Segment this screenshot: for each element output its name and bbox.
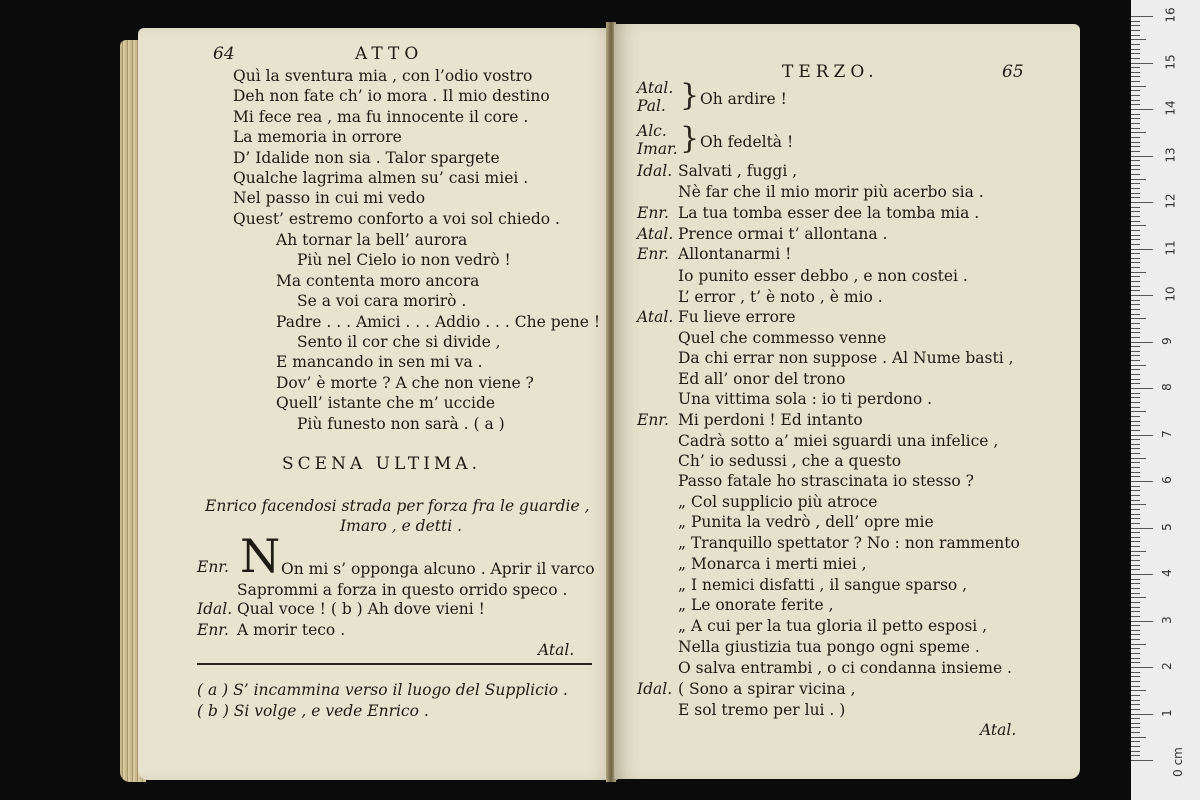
ruler-tick — [1131, 44, 1140, 45]
ruler-tick — [1131, 593, 1140, 594]
ruler-tick — [1131, 137, 1140, 138]
ruler-tick — [1131, 355, 1140, 356]
ruler-tick — [1131, 300, 1140, 301]
ruler-tick — [1131, 700, 1140, 701]
ruler-tick — [1131, 597, 1146, 598]
footnote: ( b ) Si volge , e vede Enrico . — [197, 702, 429, 720]
speaker-label: Imar. — [637, 140, 678, 158]
aria-line: Sento il cor che si divide , — [297, 333, 501, 351]
ruler-tick — [1131, 634, 1140, 635]
ruler-tick — [1131, 718, 1140, 719]
ruler-tick — [1131, 676, 1140, 677]
ruler-tick — [1131, 95, 1140, 96]
ruler-tick — [1131, 281, 1140, 282]
ruler-tick — [1131, 616, 1140, 617]
ruler-tick — [1131, 179, 1146, 180]
ruler-tick — [1131, 504, 1146, 505]
aria-line: E mancando in sen mi va . — [276, 353, 483, 372]
ruler-tick — [1131, 309, 1140, 310]
dialogue-line: „ A cui per la tua gloria il petto esposi , — [678, 617, 988, 635]
ruler-tick — [1131, 495, 1140, 496]
ruler-tick — [1131, 128, 1140, 129]
ruler-tick — [1131, 662, 1140, 663]
ruler-tick — [1131, 644, 1146, 645]
ruler-tick — [1131, 109, 1153, 110]
ruler-tick — [1131, 537, 1140, 538]
ruler-label: 15 — [1163, 53, 1178, 70]
dialogue-line: „ Monarca i merti miei , — [678, 555, 867, 573]
ruler-tick — [1131, 648, 1140, 649]
ruler-label: 13 — [1163, 146, 1178, 163]
ruler-tick — [1131, 714, 1153, 715]
ruler-tick — [1131, 16, 1153, 17]
dialogue-line: Oh ardire ! — [700, 90, 787, 108]
ruler-tick — [1131, 151, 1140, 152]
ruler-tick — [1131, 374, 1140, 375]
ruler-tick — [1131, 453, 1140, 454]
dialogue-line: Passo fatale ho strascinata io stesso ? — [678, 472, 974, 490]
speaker-label: Enr. — [637, 245, 669, 263]
ruler-tick — [1131, 472, 1140, 473]
ruler-tick — [1131, 86, 1146, 87]
dialogue-line: Saprommi a forza in questo orrido speco . — [237, 581, 568, 599]
speaker-label: Idal. — [637, 680, 673, 698]
dialogue-line: Nè far che il mio morir più acerbo sia . — [678, 183, 984, 201]
ruler-label: 16 — [1163, 7, 1178, 23]
dialogue-line: Salvati , fuggi , — [678, 162, 798, 180]
ruler-tick — [1131, 435, 1153, 436]
footnote: ( a ) S’ incammina verso il luogo del Supplicio . — [197, 681, 568, 699]
ruler-tick — [1131, 755, 1140, 756]
ruler-tick — [1131, 481, 1153, 482]
ruler-tick — [1131, 123, 1140, 124]
ruler-tick — [1131, 658, 1140, 659]
ruler-tick — [1131, 249, 1153, 250]
stage-direction-cont: Imaro , e detti . — [340, 517, 463, 535]
ruler-tick — [1131, 314, 1140, 315]
speaker-label: Enr. — [637, 204, 669, 222]
dialogue-line: Ed all’ onor del trono — [678, 370, 846, 388]
ruler-tick — [1131, 518, 1140, 519]
speaker-label: Idal. — [637, 162, 673, 180]
ruler-tick — [1131, 458, 1146, 459]
ruler-tick — [1131, 165, 1140, 166]
ruler-tick — [1131, 221, 1140, 222]
ruler-tick — [1131, 76, 1140, 77]
left-page-number: 64 — [213, 44, 235, 64]
dialogue-line: Prence ormai t’ allontana . — [678, 225, 888, 243]
ruler-tick — [1131, 514, 1140, 515]
ruler-tick — [1131, 686, 1140, 687]
ruler-tick — [1131, 100, 1140, 101]
ruler-tick — [1131, 439, 1140, 440]
ruler-tick — [1131, 565, 1140, 566]
brace: } — [680, 121, 700, 156]
left-page-header: ATTO — [355, 44, 424, 64]
ruler-tick — [1131, 81, 1140, 82]
ruler-tick — [1131, 67, 1140, 68]
ruler-tick — [1131, 188, 1140, 189]
dialogue-line: Allontanarmi ! — [678, 245, 792, 263]
speaker-label: Pal. — [637, 97, 666, 115]
ruler-tick — [1131, 555, 1140, 556]
ruler-tick — [1131, 337, 1140, 338]
speaker-label: Enr. — [197, 621, 229, 639]
dialogue-line: „ Col supplicio più atroce — [678, 493, 878, 511]
ruler-tick — [1131, 509, 1140, 510]
ruler-tick — [1131, 528, 1153, 529]
ruler-tick — [1131, 63, 1153, 64]
ruler-tick — [1131, 690, 1146, 691]
ruler-tick — [1131, 379, 1140, 380]
ruler-label: 5 — [1159, 522, 1174, 531]
ruler-tick — [1131, 653, 1140, 654]
dialogue-line: Io punito esser debbo , e non costei . — [678, 267, 968, 285]
ruler-tick — [1131, 30, 1140, 31]
dialogue-line: „ Le onorate ferite , — [678, 596, 834, 614]
dialogue-line: Oh fedeltà ! — [700, 133, 794, 151]
ruler-tick — [1131, 207, 1140, 208]
ruler-tick — [1131, 448, 1140, 449]
ruler-tick — [1131, 169, 1140, 170]
ruler-tick — [1131, 546, 1140, 547]
speaker-label: Enr. — [197, 558, 229, 576]
ruler-tick — [1131, 230, 1140, 231]
ruler-tick — [1131, 174, 1140, 175]
dialogue-line: On mi s’ opponga alcuno . Aprir il varco — [281, 560, 595, 578]
ruler-tick — [1131, 732, 1140, 733]
ruler-tick — [1131, 397, 1140, 398]
ruler-tick — [1131, 72, 1140, 73]
catchword: Atal. — [538, 641, 575, 659]
ruler-tick — [1131, 197, 1140, 198]
ruler-tick — [1131, 365, 1146, 366]
ruler-tick — [1131, 118, 1140, 119]
ruler-tick — [1131, 625, 1140, 626]
ruler-tick — [1131, 328, 1140, 329]
ruler-tick — [1131, 416, 1140, 417]
ruler-tick — [1131, 388, 1153, 389]
ruler-tick — [1131, 276, 1140, 277]
ruler-tick — [1131, 602, 1140, 603]
aria-line: Più nel Cielo io non vedrò ! — [297, 251, 511, 270]
ruler-tick — [1131, 462, 1140, 463]
dialogue-line: „ Tranquillo spettator ? No : non rammento — [678, 534, 1020, 552]
ruler-label: 6 — [1159, 476, 1174, 484]
ruler-tick — [1131, 727, 1140, 728]
ruler-label: 4 — [1159, 569, 1174, 577]
verse-line: Deh non fate ch’ io mora . Il mio destino — [233, 87, 550, 106]
dialogue-line: Da chi errar non suppose . Al Nume basti , — [678, 349, 1014, 367]
ruler-tick — [1131, 611, 1140, 612]
brace: } — [680, 78, 700, 113]
measuring-ruler — [1131, 0, 1200, 800]
ruler-tick — [1131, 532, 1140, 533]
ruler-label: 8 — [1159, 383, 1174, 391]
ruler-tick — [1131, 393, 1140, 394]
ruler-tick — [1131, 430, 1140, 431]
dialogue-line: E sol tremo per lui . ) — [678, 701, 846, 719]
ruler-tick — [1131, 53, 1140, 54]
ruler-tick — [1131, 672, 1140, 673]
ruler-tick — [1131, 751, 1140, 752]
verse-line: Qualche lagrima almen su’ casi miei . — [233, 169, 529, 187]
dialogue-line: Nella giustizia tua pongo ogni speme . — [678, 638, 980, 656]
ruler-tick — [1131, 369, 1140, 370]
ruler-tick — [1131, 342, 1153, 343]
ruler-tick — [1131, 114, 1140, 115]
ruler-tick — [1131, 39, 1146, 40]
ruler-tick — [1131, 146, 1140, 147]
ruler-tick — [1131, 244, 1140, 245]
aria-line: Ma contenta moro ancora — [276, 271, 480, 290]
ruler-tick — [1131, 383, 1140, 384]
ruler-tick — [1131, 49, 1140, 50]
ruler-label: 7 — [1159, 429, 1174, 438]
ruler-label: 11 — [1163, 239, 1178, 256]
verse-line: Mi fece rea , ma fu innocente il core . — [233, 107, 529, 126]
verse-line: Quì la sventura mia , con l’odio vostro — [233, 67, 533, 85]
ruler-label: 12 — [1163, 193, 1178, 209]
ruler-tick — [1131, 607, 1140, 608]
ruler-label: 3 — [1159, 615, 1174, 624]
ruler-tick — [1131, 574, 1153, 575]
speaker-label: Atal. — [637, 225, 674, 243]
ruler-tick — [1131, 630, 1140, 631]
scene-title: SCENA ULTIMA. — [282, 454, 481, 474]
ruler-tick — [1131, 290, 1140, 291]
aria-line: Dov’ è morte ? A che non viene ? — [276, 373, 534, 392]
dialogue-line: Fu lieve errore — [678, 308, 796, 326]
ruler-tick — [1131, 235, 1140, 236]
footnote-rule — [197, 663, 592, 665]
ruler-tick — [1131, 193, 1140, 194]
stage-direction: Enrico facendosi strada per forza fra le guardie , — [205, 497, 590, 515]
ruler-tick — [1131, 58, 1140, 59]
verse-line: D’ Idalide non sia . Talor spargete — [233, 148, 500, 167]
ruler-tick — [1131, 183, 1140, 184]
ruler-tick — [1131, 407, 1140, 408]
verse-line: La memoria in orrore — [233, 128, 402, 147]
ruler-tick — [1131, 621, 1153, 622]
ruler-tick — [1131, 211, 1140, 212]
dialogue-line: Una vittima sola : io ti perdono . — [678, 390, 933, 408]
dialogue-line: „ I nemici disfatti , il sangue sparso , — [678, 576, 968, 594]
ruler-tick — [1131, 681, 1140, 682]
ruler-tick — [1131, 346, 1140, 347]
dialogue-line: ( Sono a spirar vicina , — [678, 680, 856, 698]
aria-line: Se a voi cara morirò . — [297, 292, 467, 311]
ruler-tick — [1131, 318, 1146, 319]
ruler-tick — [1131, 467, 1140, 468]
ruler-tick — [1131, 667, 1153, 668]
ruler-tick — [1131, 239, 1140, 240]
ruler-tick — [1131, 746, 1140, 747]
ruler-tick — [1131, 104, 1140, 105]
speaker-label: Enr. — [637, 411, 669, 429]
ruler-tick — [1131, 90, 1140, 91]
ruler-tick — [1131, 272, 1146, 273]
ruler-tick — [1131, 569, 1140, 570]
ruler-tick — [1131, 35, 1140, 36]
speaker-label: Atal. — [637, 79, 674, 97]
ruler-tick — [1131, 523, 1140, 524]
aria-line: Più funesto non sarà . ( a ) — [297, 414, 505, 433]
ruler-label: 2 — [1159, 662, 1174, 670]
drop-cap: N — [240, 529, 281, 583]
ruler-tick — [1131, 304, 1140, 305]
ruler-tick — [1131, 262, 1140, 263]
ruler-tick — [1131, 295, 1153, 296]
dialogue-line: O salva entrambi , o ci condanna insieme . — [678, 659, 1012, 677]
ruler-tick — [1131, 225, 1146, 226]
ruler-tick — [1131, 579, 1140, 580]
ruler-tick — [1131, 25, 1140, 26]
ruler-tick — [1131, 741, 1140, 742]
ruler-unit-label: 0 cm — [1170, 747, 1185, 777]
dialogue-line: A morir teco . — [237, 621, 346, 639]
ruler-tick — [1131, 132, 1146, 133]
aria-line: Padre . . . Amici . . . Addio . . . Che pene ! — [276, 312, 601, 331]
speaker-label: Atal. — [637, 308, 674, 326]
ruler-tick — [1131, 323, 1140, 324]
ruler-label: 9 — [1159, 336, 1174, 345]
ruler-label: 1 — [1159, 708, 1174, 717]
dialogue-line: „ Punita la vedrò , dell’ opre mie — [678, 513, 934, 531]
dialogue-line: La tua tomba esser dee la tomba mia . — [678, 204, 980, 222]
ruler-tick — [1131, 402, 1140, 403]
dialogue-line: Mi perdoni ! Ed intanto — [678, 411, 863, 429]
ruler-tick — [1131, 216, 1140, 217]
ruler-label: 14 — [1163, 100, 1178, 116]
ruler-tick — [1131, 760, 1153, 761]
ruler-tick — [1131, 360, 1140, 361]
speaker-label: Idal. — [197, 600, 233, 618]
dialogue-line: Qual voce ! ( b ) Ah dove vieni ! — [237, 600, 485, 618]
ruler-tick — [1131, 253, 1140, 254]
verse-line: Quest’ estremo conforto a voi sol chiedo . — [233, 209, 560, 228]
ruler-tick — [1131, 737, 1146, 738]
ruler-tick — [1131, 351, 1140, 352]
ruler-tick — [1131, 444, 1140, 445]
ruler-tick — [1131, 425, 1140, 426]
ruler-tick — [1131, 551, 1146, 552]
ruler-tick — [1131, 267, 1140, 268]
aria-line: Quell’ istante che m’ uccide — [276, 394, 496, 413]
aria-line: Ah tornar la bell’ aurora — [276, 231, 468, 249]
ruler-label: 10 — [1163, 286, 1178, 302]
dialogue-line: L’ error , t’ è noto , è mio . — [678, 288, 883, 306]
dialogue-line: Ch’ io sedussi , che a questo — [678, 452, 902, 470]
ruler-tick — [1131, 723, 1140, 724]
ruler-tick — [1131, 258, 1140, 259]
speaker-label: Alc. — [637, 122, 667, 140]
ruler-tick — [1131, 421, 1140, 422]
ruler-tick — [1131, 21, 1140, 22]
ruler-tick — [1131, 588, 1140, 589]
ruler-tick — [1131, 500, 1140, 501]
ruler-tick — [1131, 486, 1140, 487]
ruler-tick — [1131, 286, 1140, 287]
ruler-tick — [1131, 160, 1140, 161]
dialogue-line: Quel che commesso venne — [678, 329, 887, 347]
ruler-tick — [1131, 332, 1140, 333]
ruler-tick — [1131, 695, 1140, 696]
ruler-tick — [1131, 476, 1140, 477]
right-page-number: 65 — [1002, 62, 1024, 82]
ruler-tick — [1131, 411, 1146, 412]
ruler-tick — [1131, 709, 1140, 710]
ruler-tick — [1131, 202, 1153, 203]
ruler-tick — [1131, 142, 1140, 143]
ruler-tick — [1131, 541, 1140, 542]
ruler-tick — [1131, 156, 1153, 157]
ruler-tick — [1131, 490, 1140, 491]
dialogue-line: Cadrà sotto a’ miei sguardi una infelice , — [678, 432, 999, 450]
ruler-tick — [1131, 583, 1140, 584]
ruler-tick — [1131, 639, 1140, 640]
ruler-tick — [1131, 704, 1140, 705]
ruler-tick — [1131, 560, 1140, 561]
verse-line: Nel passo in cui mi vedo — [233, 189, 426, 208]
right-page-header: TERZO. — [782, 62, 879, 82]
catchword: Atal. — [980, 721, 1017, 739]
